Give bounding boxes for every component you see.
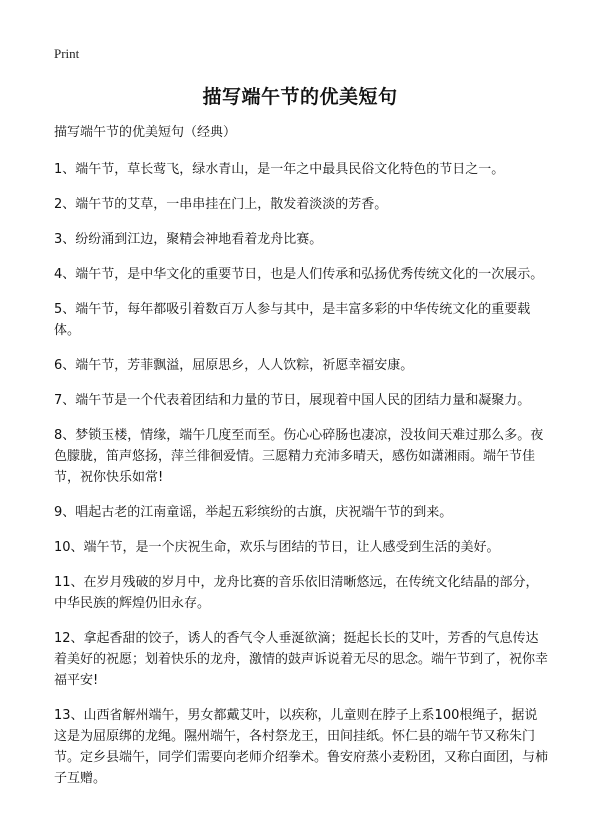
print-link[interactable]: Print (54, 46, 80, 61)
paragraph-8: 8、梦锁玉楼，情缘，端午几度至而至。伤心心碎肠也凄凉，没妆间天难过那么多。夜色朦胧，笛声悠扬，萍兰徘徊爱情。三愿精力充沛多晴天，感伤如潇湘雨。端午节佳节，祝你快乐如常! (54, 428, 544, 485)
paragraph-2: 2、端午节的艾草，一串串挂在门上，散发着淡淡的芳香。 (54, 197, 388, 212)
article-body (54, 122, 550, 803)
paragraph-10: 10、端午节，是一个庆祝生命，欢乐与团结的节日，让人感受到生活的美好。 (54, 540, 500, 555)
paragraph-13: 13、山西省解州端午，男女都戴艾叶，以疾称，儿童则在脖子上系100根绳子，据说这是为屈原绑的龙绳。隰州端午，各村祭龙王，田间挂纸。怀仁县的端午节又称朱门节。定乡县端午，同学们需要向老师介绍拳术。鲁安府蒸小麦粉团，又称白面团，与柿子互赠。 (54, 708, 549, 786)
paragraph-12: 12、拿起香甜的饺子，诱人的香气令人垂涎欲滴；挺起长长的艾叶，芳香的气息传达着美好的祝愿；划着快乐的龙舟，激情的鼓声诉说着无尽的思念。端午节到了，祝你幸福平安! (54, 631, 549, 688)
paragraph-6: 6、端午节，芳菲飘溢，屈原思乡，人人饮粽，祈愿幸福安康。 (54, 358, 414, 373)
paragraph-9: 9、唱起古老的江南童谣，举起五彩缤纷的古旗，庆祝端午节的到来。 (54, 505, 453, 520)
paragraph-3: 3、纷纷涌到江边，聚精会神地看着龙舟比赛。 (54, 232, 323, 247)
article-subtitle: 描写端午节的优美短句（经典） (54, 125, 237, 140)
paragraph-5: 5、端午节，每年都吸引着数百万人参与其中，是丰富多彩的中华传统文化的重要载体。 (54, 302, 531, 338)
page-title: 描写端午节的优美短句 (202, 86, 398, 108)
paragraph-11: 11、在岁月残破的岁月中，龙舟比赛的音乐依旧清晰悠远，在传统文化结晶的部分，中华民族的辉煌仍旧永存。 (54, 575, 539, 611)
paragraph-1: 1、端午节，草长莺飞，绿水青山，是一年之中最具民俗文化特色的节日之一。 (54, 162, 505, 177)
paragraph-4: 4、端午节，是中华文化的重要节日，也是人们传承和弘扬优秀传统文化的一次展示。 (54, 267, 544, 282)
paragraph-7: 7、端午节是一个代表着团结和力量的节日，展现着中国人民的团结力量和凝聚力。 (54, 393, 531, 408)
